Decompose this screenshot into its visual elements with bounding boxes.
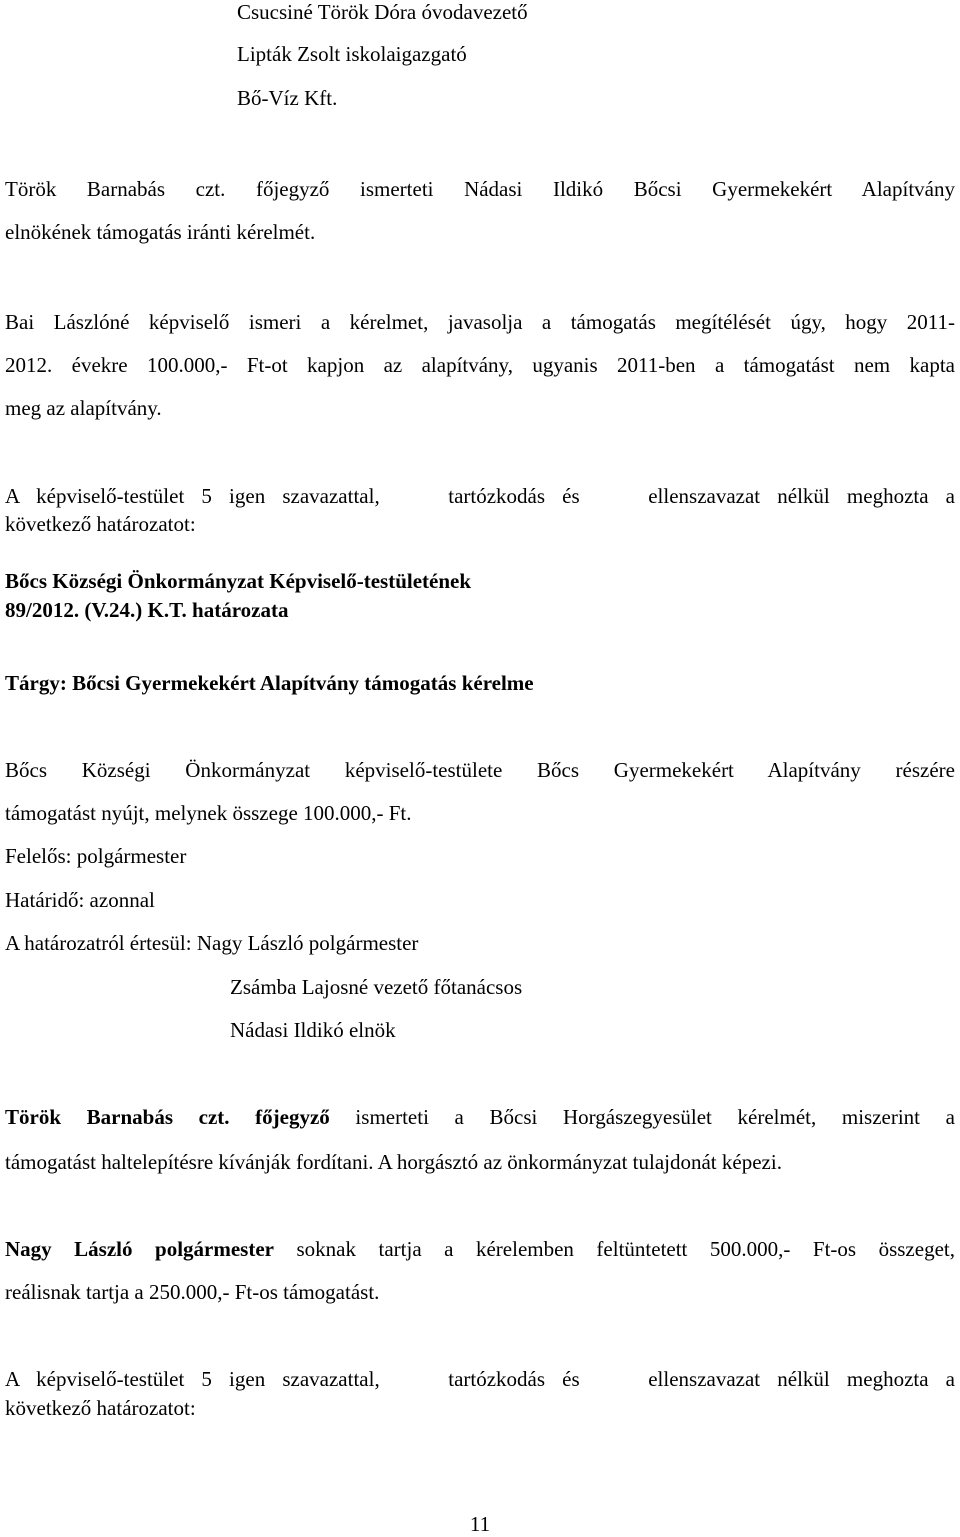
paragraph-3-speaker: Török Barnabás czt. főjegyző bbox=[5, 1105, 330, 1129]
paragraph-4-text: soknak tartja a kérelemben feltüntetett 500.000,- Ft-os összeget, bbox=[273, 1237, 955, 1261]
resolution-responsible: Felelős: polgármester bbox=[5, 844, 187, 868]
notified-name-2: Lipták Zsolt iskolaigazgató bbox=[237, 42, 467, 66]
paragraph-4-speaker: Nagy László polgármester bbox=[5, 1237, 274, 1261]
paragraph-4-line-1 bbox=[5, 1237, 955, 1262]
resolution-heading-1: Bőcs Községi Önkormányzat Képviselő-testületének bbox=[5, 569, 472, 593]
paragraph-2-line-2: 2012. évekre 100.000,- Ft-ot kapjon az alapítvány, ugyanis 2011-ben a támogatást nem kapta bbox=[5, 353, 955, 377]
paragraph-3-line-2: támogatást haltelepítésre kívánják fordítani. A horgásztó az önkormányzat tulajdonát képezi. bbox=[5, 1150, 782, 1174]
page-number: 11 bbox=[469, 1512, 491, 1536]
paragraph-3-line-1 bbox=[5, 1105, 955, 1130]
resolution-body-line-1: Bőcs Községi Önkormányzat képviselő-testülete Bőcs Gyermekekért Alapítvány részére bbox=[5, 758, 955, 782]
resolution-deadline: Határidő: azonnal bbox=[5, 888, 155, 912]
vote-2-line-1: A képviselő-testület 5 igen szavazattal, tartózkodás és ellenszavazat nélkül meghozta a bbox=[5, 1367, 955, 1391]
resolution-subject: Tárgy: Bőcsi Gyermekekért Alapítvány támogatás kérelme bbox=[5, 671, 534, 695]
vote-1-line-2: következő határozatot: bbox=[5, 512, 196, 536]
vote-1-line-1: A képviselő-testület 5 igen szavazattal, tartózkodás és ellenszavazat nélkül meghozta a bbox=[5, 484, 955, 508]
paragraph-3-text: ismerteti a Bőcsi Horgászegyesület kérelmét, miszerint a bbox=[329, 1105, 955, 1129]
resolution-notified-3: Nádasi Ildikó elnök bbox=[230, 1018, 396, 1042]
resolution-notified-2: Zsámba Lajosné vezető főtanácsos bbox=[230, 975, 523, 999]
vote-2-line-2: következő határozatot: bbox=[5, 1396, 196, 1420]
paragraph-1-line-1: Török Barnabás czt. főjegyző ismerteti Nádasi Ildikó Bőcsi Gyermekekért Alapítvány bbox=[5, 177, 955, 201]
notified-name-3: Bő-Víz Kft. bbox=[237, 86, 338, 110]
paragraph-4-line-2: reálisnak tartja a 250.000,- Ft-os támogatást. bbox=[5, 1280, 380, 1304]
paragraph-2-line-3: meg az alapítvány. bbox=[5, 396, 162, 420]
resolution-body-line-2: támogatást nyújt, melynek összege 100.000,- Ft. bbox=[5, 801, 412, 825]
resolution-heading-2: 89/2012. (V.24.) K.T. határozata bbox=[5, 598, 289, 622]
notified-name-1: Csucsiné Török Dóra óvodavezető bbox=[237, 0, 528, 24]
resolution-notified: A határozatról értesül: Nagy László polgármester bbox=[5, 931, 419, 955]
paragraph-1-line-2: elnökének támogatás iránti kérelmét. bbox=[5, 220, 316, 244]
paragraph-2-line-1: Bai Lászlóné képviselő ismeri a kérelmet, javasolja a támogatás megítélését úgy, hogy 2011- bbox=[5, 310, 955, 334]
